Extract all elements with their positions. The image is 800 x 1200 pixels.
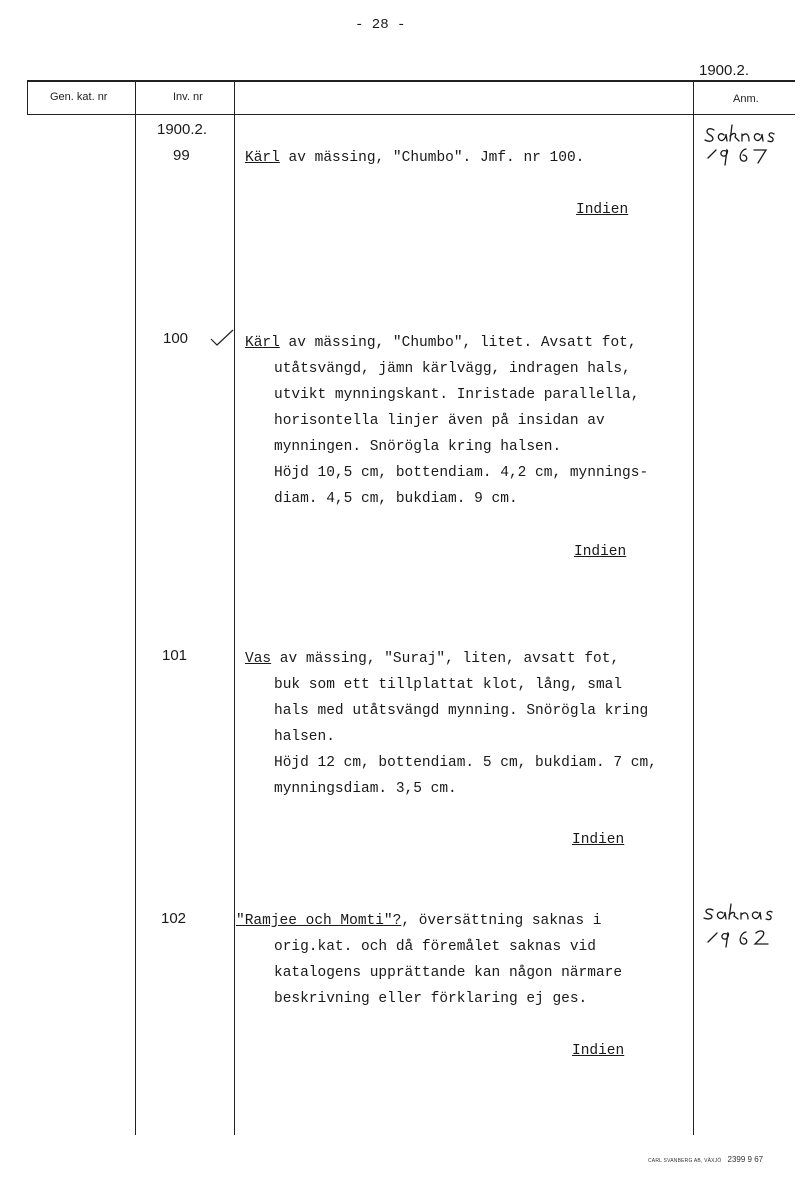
page-number: - 28 - <box>355 17 406 33</box>
printer-footer <box>648 1155 763 1164</box>
entry-101-line-6: mynningsdiam. 3,5 cm. <box>274 781 457 797</box>
entry-100-line-3: utvikt mynningskant. Inristade parallella, <box>274 387 640 403</box>
left-border <box>27 80 28 115</box>
entry-101-description <box>245 646 619 672</box>
entry-101-line-2: buk som ett tillplattat klot, lång, smal <box>274 677 623 693</box>
entry-102-line-4: beskrivning eller förklaring ej ges. <box>274 991 588 1007</box>
entry-102-title: "Ramjee och Momti"? <box>236 913 402 929</box>
column-rule-gen <box>135 80 136 1135</box>
form-code: 2399 9 67 <box>727 1155 764 1164</box>
entry-101-line-4: halsen. <box>274 729 335 745</box>
saknas-1967-handwritten-note <box>700 902 796 952</box>
entry-100-description <box>245 330 637 356</box>
entry-99-origin: Indien <box>576 202 629 218</box>
entry-100-title: Kärl <box>245 335 280 351</box>
entry-102-line-3: katalogens upprättande kan någon närmare <box>274 965 623 981</box>
entry-101-origin: Indien <box>572 832 625 848</box>
entry-100-origin: Indien <box>574 544 627 560</box>
entry-101-line-5: Höjd 12 cm, bottendiam. 5 cm, bukdiam. 7 cm, <box>274 755 657 771</box>
entry-100-line-2: utåtsvängd, jämn kärlvägg, indragen hals, <box>274 361 631 377</box>
entry-102-first-line: , översättning saknas i <box>401 913 602 929</box>
column-rule-anm <box>693 80 694 1135</box>
header-anm: Anm. <box>733 93 759 105</box>
entry-101-title: Vas <box>245 651 272 667</box>
header-gen-kat-nr: Gen. kat. nr <box>50 91 108 103</box>
column-rule-inv <box>234 80 235 1135</box>
entry-99-title: Kärl <box>245 150 280 166</box>
entry-100-line-4: horisontella linjer även på insidan av <box>274 413 605 429</box>
entry-101-first-line: av mässing, "Suraj", liten, avsatt fot, <box>271 651 620 667</box>
inv-number-99: 99 <box>173 147 190 164</box>
printer-name: CARL SVANBERG AB, VÄXJÖ <box>648 1158 722 1164</box>
inv-number-101: 101 <box>162 647 188 664</box>
inv-number-100: 100 <box>163 330 189 347</box>
entry-102-origin: Indien <box>572 1043 625 1059</box>
entry-102-line-2: orig.kat. och då föremålet saknas vid <box>274 939 596 955</box>
header-inv-nr: Inv. nr <box>173 91 203 103</box>
entry-102-description <box>236 908 601 934</box>
check-mark-icon <box>209 328 235 348</box>
entry-99-first-line: av mässing, "Chumbo". Jmf. nr 100. <box>279 150 585 166</box>
series-top: 1900.2. <box>699 62 750 79</box>
entry-100-line-6: Höjd 10,5 cm, bottendiam. 4,2 cm, mynnings- <box>274 465 649 481</box>
entry-100-first-line: av mässing, "Chumbo", litet. Avsatt fot, <box>279 335 637 351</box>
entry-99-description <box>245 145 584 171</box>
entry-100-line-7: diam. 4,5 cm, bukdiam. 9 cm. <box>274 491 518 507</box>
saknas-1967-handwritten-note <box>700 120 796 176</box>
entry-101-line-3: hals med utåtsvängd mynning. Snörögla kring <box>274 703 649 719</box>
series-label: 1900.2. <box>157 121 208 138</box>
entry-100-line-5: mynningen. Snörögla kring halsen. <box>274 439 562 455</box>
inv-number-102: 102 <box>161 910 187 927</box>
header-bottom-rule <box>27 114 795 115</box>
header-top-rule <box>27 80 795 82</box>
